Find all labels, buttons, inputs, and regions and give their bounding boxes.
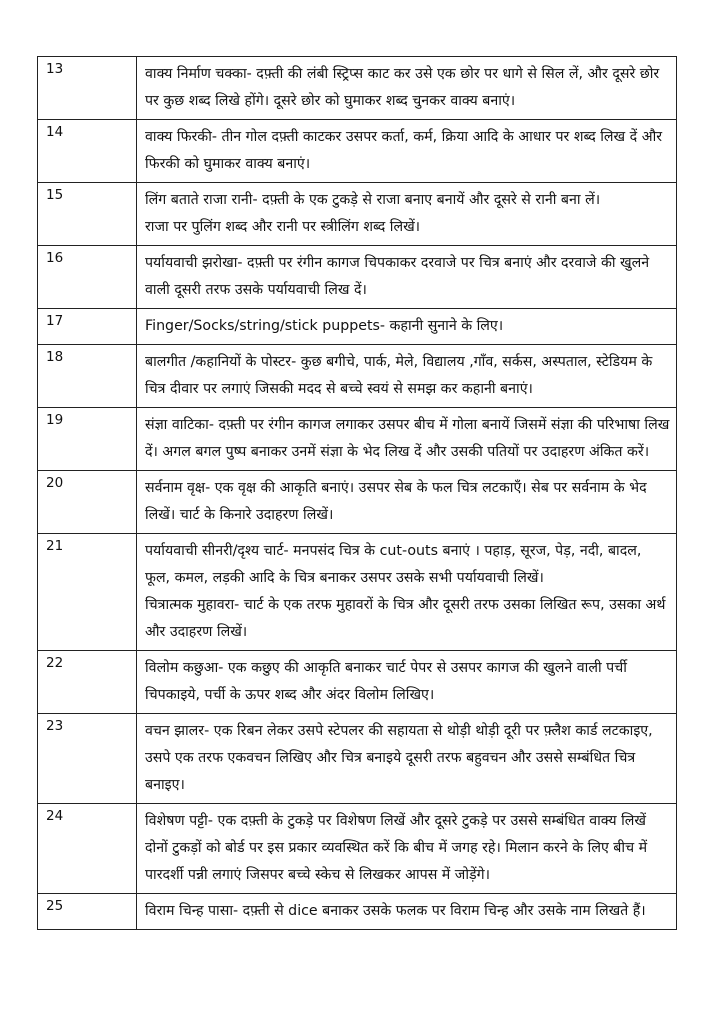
row-description bbox=[137, 471, 677, 534]
row-description bbox=[137, 120, 677, 183]
description-paragraph: वाक्य निर्माण चक्का- दफ़्ती की लंबी स्ट्रिप्स काट कर उसे एक छोर पर धागे से सिल लें, और दूसरे छोर पर कुछ शब्द लिखे होंगे। दूसरे छोर को घुमाकर शब्द चुनकर वाक्य बनाएं। bbox=[145, 66, 660, 109]
row-number: 25 bbox=[38, 894, 137, 930]
description-paragraph: Finger/Socks/string/stick puppets- कहानी सुनाने के लिए। bbox=[145, 318, 504, 334]
row-number: 19 bbox=[38, 408, 137, 471]
row-description bbox=[137, 345, 677, 408]
row-description bbox=[137, 804, 677, 894]
table-row bbox=[38, 309, 677, 345]
table-row bbox=[38, 714, 677, 804]
activity-table bbox=[37, 56, 677, 930]
description-paragraph: वाक्य फिरकी- तीन गोल दफ़्ती काटकर उसपर कर्ता, कर्म, क्रिया आदि के आधार पर शब्द लिख दें और फिरकी को घुमाकर वाक्य बनाएं। bbox=[145, 129, 663, 172]
row-description bbox=[137, 894, 677, 930]
row-description bbox=[137, 534, 677, 651]
row-description bbox=[137, 246, 677, 309]
table-row bbox=[38, 804, 677, 894]
table-row bbox=[38, 345, 677, 408]
row-number: 18 bbox=[38, 345, 137, 408]
row-number: 20 bbox=[38, 471, 137, 534]
description-paragraph: संज्ञा वाटिका- दफ़्ती पर रंगीन कागज लगाकर उसपर बीच में गोला बनायें जिसमें संज्ञा की परिभाषा लिख दें। अगल बगल पुष्प बनाकर उनमें संज्ञा के भेद लिख दें और उसकी पतियों पर उदाहरण अंकित करें। bbox=[145, 417, 670, 460]
table-body bbox=[38, 57, 677, 930]
table-row bbox=[38, 894, 677, 930]
table-row bbox=[38, 534, 677, 651]
row-description bbox=[137, 183, 677, 246]
description-paragraph: बालगीत /कहानियों के पोस्टर- कुछ बगीचे, पार्क, मेले, विद्यालय ,गाँव, सर्कस, अस्पताल, स्टेडियम के चित्र दीवार पर लगाएं जिसकी मदद से बच्चे स्वयं से समझ कर कहानी बनाएं। bbox=[145, 354, 653, 397]
description-paragraph: राजा पर पुलिंग शब्द और रानी पर स्त्रीलिंग शब्द लिखें। bbox=[145, 219, 421, 235]
row-description bbox=[137, 408, 677, 471]
table-row bbox=[38, 120, 677, 183]
row-number: 14 bbox=[38, 120, 137, 183]
table-row bbox=[38, 183, 677, 246]
description-paragraph: विशेषण पट्टी- एक दफ़्ती के टुकड़े पर विशेषण लिखें और दूसरे टुकड़े पर उससे सम्बंधित वाक्य लिखें दोनों टुकड़ों को बोर्ड पर इस प्रकार व्यवस्थित करें कि बीच में जगह रहे। मिलान करने के लिए बीच में पारदर्शी पन्नी लगाएं जिसपर बच्चे स्केच से लिखकर आपस में जोड़ेंगे। bbox=[145, 813, 648, 883]
description-paragraph: चित्रात्मक मुहावरा- चार्ट के एक तरफ मुहावरों के चित्र और दूसरी तरफ उसका लिखित रूप, उसका अर्थ और उदाहरण लिखें। bbox=[145, 597, 666, 640]
row-number: 13 bbox=[38, 57, 137, 120]
table-row bbox=[38, 408, 677, 471]
table-row bbox=[38, 471, 677, 534]
description-paragraph: लिंग बताते राजा रानी- दफ़्ती के एक टुकड़े से राजा बनाए बनायें और दूसरे से रानी बना लें। bbox=[145, 192, 601, 208]
row-number: 23 bbox=[38, 714, 137, 804]
description-paragraph: विलोम कछुआ- एक कछुए की आकृति बनाकर चार्ट पेपर से उसपर कागज की खुलने वाली पर्ची चिपकाइये, पर्ची के ऊपर शब्द और अंदर विलोम लिखिए। bbox=[145, 660, 627, 703]
description-paragraph: पर्यायवाची झरोखा- दफ़्ती पर रंगीन कागज चिपकाकर दरवाजे पर चित्र बनाएं और दरवाजे की खुलने वाली दूसरी तरफ उसके पर्यायवाची लिख दें। bbox=[145, 255, 650, 298]
row-description bbox=[137, 714, 677, 804]
row-description bbox=[137, 57, 677, 120]
description-paragraph: पर्यायवाची सीनरी/दृश्य चार्ट- मनपसंद चित्र के cut-outs बनाएं । पहाड़, सूरज, पेड़, नदी, बादल, फूल, कमल, लड़की आदि के चित्र बनाकर उसपर उसके सभी पर्यायवाची लिखें। bbox=[145, 543, 642, 586]
row-number: 16 bbox=[38, 246, 137, 309]
row-number: 15 bbox=[38, 183, 137, 246]
table-row bbox=[38, 246, 677, 309]
row-number: 24 bbox=[38, 804, 137, 894]
description-paragraph: वचन झालर- एक रिबन लेकर उसपे स्टेपलर की सहायता से थोड़ी थोड़ी दूरी पर फ़्लैश कार्ड लटकाइए, उसपे एक तरफ एकवचन लिखिए और चित्र बनाइये दूसरी तरफ बहुवचन और उससे सम्बंधित चित्र बनाइए। bbox=[145, 723, 653, 793]
row-description bbox=[137, 309, 677, 345]
row-description bbox=[137, 651, 677, 714]
row-number: 17 bbox=[38, 309, 137, 345]
description-paragraph: सर्वनाम वृक्ष- एक वृक्ष की आकृति बनाएं। उसपर सेब के फल चित्र लटकाएँ। सेब पर सर्वनाम के भेद लिखें। चार्ट के किनारे उदाहरण लिखें। bbox=[145, 480, 647, 523]
table-row bbox=[38, 57, 677, 120]
row-number: 21 bbox=[38, 534, 137, 651]
row-number: 22 bbox=[38, 651, 137, 714]
table-row bbox=[38, 651, 677, 714]
description-paragraph: विराम चिन्ह पासा- दफ़्ती से dice बनाकर उसके फलक पर विराम चिन्ह और उसके नाम लिखते हैं। bbox=[145, 903, 646, 919]
